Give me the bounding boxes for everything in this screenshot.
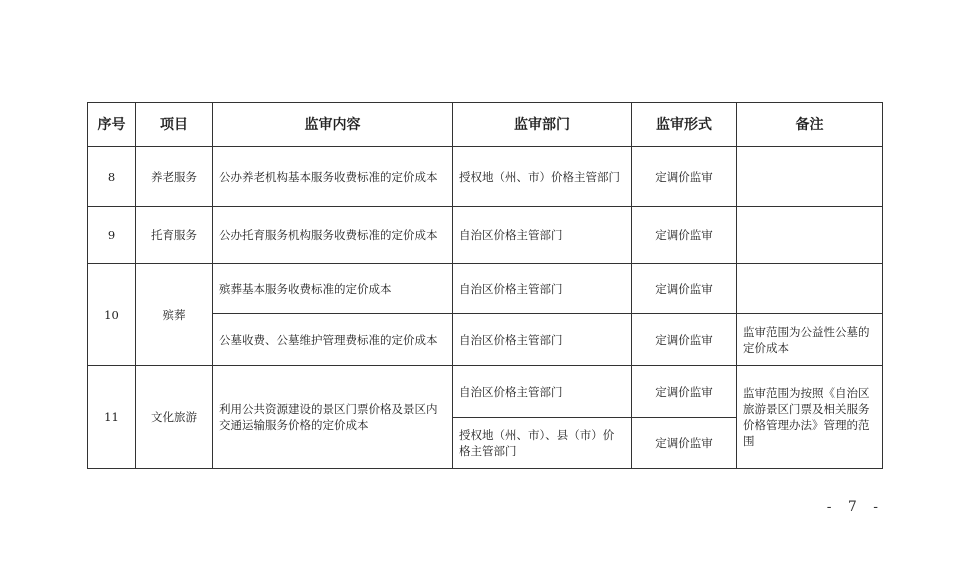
row-dept: 自治区价格主管部门 [453,264,632,314]
row-content: 公墓收费、公墓维护管理费标准的定价成本 [213,314,453,366]
row-note [737,207,883,264]
row-content: 利用公共资源建设的景区门票价格及景区内交通运输服务价格的定价成本 [213,366,453,469]
row-form: 定调价监审 [632,366,737,418]
row-content: 公办托育服务机构服务收费标准的定价成本 [213,207,453,264]
row-item: 养老服务 [136,147,213,207]
row-form: 定调价监审 [632,314,737,366]
row-form: 定调价监审 [632,207,737,264]
row-no: 9 [88,207,136,264]
header-row [88,103,883,147]
row-dept: 授权地（州、市）价格主管部门 [453,147,632,207]
row-no: 10 [88,264,136,366]
header-content: 监审内容 [213,103,453,147]
row-item: 文化旅游 [136,366,213,469]
header-note: 备注 [737,103,883,147]
row-note: 监审范围为按照《自治区旅游景区门票及相关服务价格管理办法》管理的范围 [737,366,883,469]
header-item: 项目 [136,103,213,147]
row-form: 定调价监审 [632,264,737,314]
row-note [737,147,883,207]
row-no: 8 [88,147,136,207]
page-number: - 7 - [826,499,884,515]
row-note: 监审范围为公益性公墓的定价成本 [737,314,883,366]
header-no: 序号 [88,103,136,147]
row-content: 殡葬基本服务收费标准的定价成本 [213,264,453,314]
row-dept: 自治区价格主管部门 [453,366,632,418]
header-dept: 监审部门 [453,103,632,147]
row-dept: 自治区价格主管部门 [453,207,632,264]
row-content: 公办养老机构基本服务收费标准的定价成本 [213,147,453,207]
supervision-table [87,102,883,469]
row-dept: 授权地（州、市）、县（市）价格主管部门 [453,418,632,469]
header-form: 监审形式 [632,103,737,147]
row-form: 定调价监审 [632,418,737,469]
row-no: 11 [88,366,136,469]
row-dept: 自治区价格主管部门 [453,314,632,366]
table-row [88,147,883,207]
row-note [737,264,883,314]
table-row [88,264,883,314]
row-form: 定调价监审 [632,147,737,207]
table-row [88,207,883,264]
table-row [88,366,883,418]
row-item: 殡葬 [136,264,213,366]
row-item: 托育服务 [136,207,213,264]
